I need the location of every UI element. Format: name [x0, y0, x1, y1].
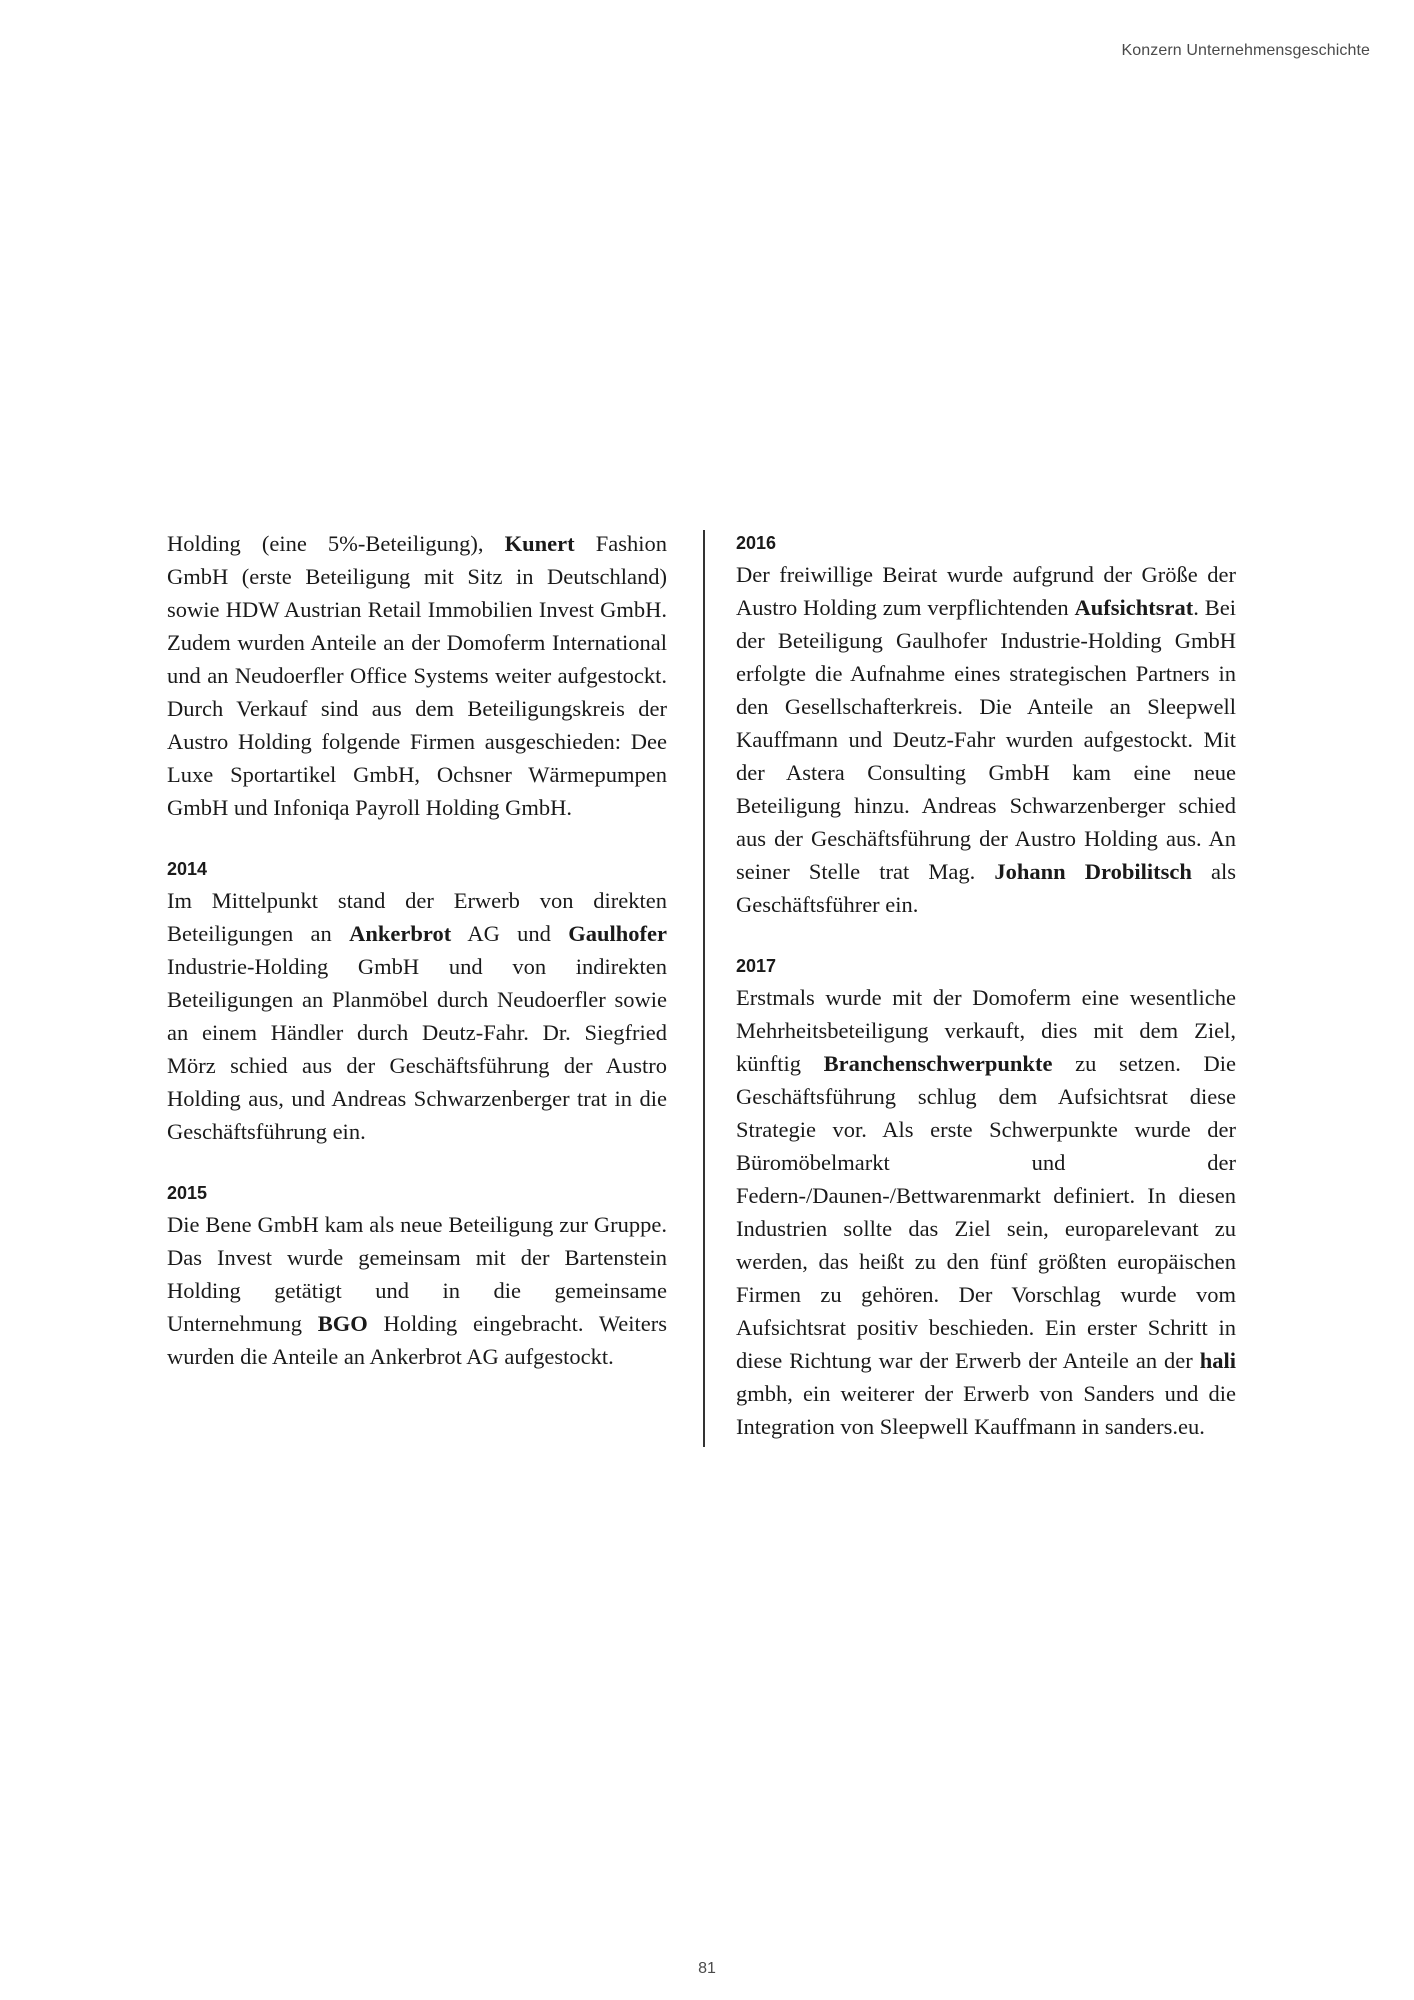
year-heading-2015: 2015 [167, 1183, 208, 1203]
highlight-ankerbrot: Ankerbrot [349, 921, 452, 946]
paragraph-2017: Erstmals wurde mit der Domoferm eine wesentliche Mehrheitsbeteiligung verkauft, dies mit dem Ziel, künftig Branchenschwerpunkte zu setzen. Die Geschäftsführung schlug dem Aufsichtsrat diese Strategie vor. Als erste Schwerpunkte wurde der Büromöbelmarkt und der Federn-/Daunen-/Bettwarenmarkt definiert. In diesen Industrien sollte das Ziel sein, europarelevant zu werden, das heißt zu den fünf größten europäischen Firmen zu gehören. Der Vorschlag wurde vom Aufsichtsrat positiv beschieden. Ein erster Schritt in diese Richtung war der Erwerb der Anteile an der hali gmbh, ein weiterer der Erwerb von Sanders und die Integration von Sleepwell Kauffmann in sanders.eu. [736, 985, 1236, 1439]
year-heading-2016: 2016 [736, 533, 777, 553]
paragraph-2015: Die Bene GmbH kam als neue Beteiligung zur Gruppe. Das Invest wurde gemeinsam mit der Bartenstein Holding getätigt und in die gemeinsame Unternehmung BGO Holding eingebracht. Weiters wurden die Anteile an Ankerbrot AG aufgestockt. [167, 1212, 667, 1369]
highlight-kunert: Kunert [504, 531, 575, 556]
page-number: 81 [698, 1960, 716, 1977]
highlight-gaulhofer: Gaulhofer [568, 921, 667, 946]
paragraph-2016: Der freiwillige Beirat wurde aufgrund der Größe der Austro Holding zum verpflichtenden Aufsichtsrat. Bei der Beteiligung Gaulhofer Industrie-Holding GmbH erfolgte die Aufnahme eines strategischen Partners in den Gesellschafterkreis. Die Anteile an Sleepwell Kauffmann und Deutz-Fahr wurden aufgestockt. Mit der Astera Consulting GmbH kam eine neue Beteiligung hinzu. Andreas Schwarzenberger schied aus der Geschäftsführung der Austro Holding aus. An seiner Stelle trat Mag. Johann Drobilitsch als Geschäftsführer ein. [736, 562, 1236, 917]
highlight-bgo: BGO [317, 1311, 368, 1336]
year-heading-2017: 2017 [736, 956, 777, 976]
column-divider [703, 530, 705, 1447]
left-column [167, 527, 667, 1373]
highlight-branchenschwerpunkte: Branchenschwerpunkte [823, 1051, 1053, 1076]
paragraph-2014: Im Mittelpunkt stand der Erwerb von direkten Beteiligungen an Ankerbrot AG und Gaulhofer Industrie-Holding GmbH und von indirekten Beteiligungen an Planmöbel durch Neudoerfler sowie an einem Händler durch Deutz-Fahr. Dr. Siegfried Mörz schied aus der Geschäftsführung der Austro Holding aus, und Andreas Schwarzenberger trat in die Geschäftsführung ein. [167, 888, 667, 1144]
highlight-hali: hali [1199, 1348, 1236, 1373]
intro-paragraph: Holding (eine 5%-Beteiligung), Kunert Fashion GmbH (erste Beteiligung mit Sitz in Deutschland) sowie HDW Austrian Retail Immobilien Invest GmbH. Zudem wurden Anteile an der Domoferm International und an Neudoerfler Office Systems weiter aufgestockt. Durch Verkauf sind aus dem Beteiligungskreis der Austro Holding folgende Firmen ausgeschieden: Dee Luxe Sportartikel GmbH, Ochsner Wärmepumpen GmbH und Infoniqa Payroll Holding GmbH. [167, 531, 667, 820]
year-heading-2014: 2014 [167, 859, 208, 879]
running-header: Konzern Unternehmensgeschichte [1121, 42, 1370, 59]
highlight-johann-drobilitsch: Johann Drobilitsch [994, 859, 1192, 884]
right-column [736, 530, 1236, 1443]
highlight-aufsichtsrat: Aufsichtsrat [1074, 595, 1194, 620]
